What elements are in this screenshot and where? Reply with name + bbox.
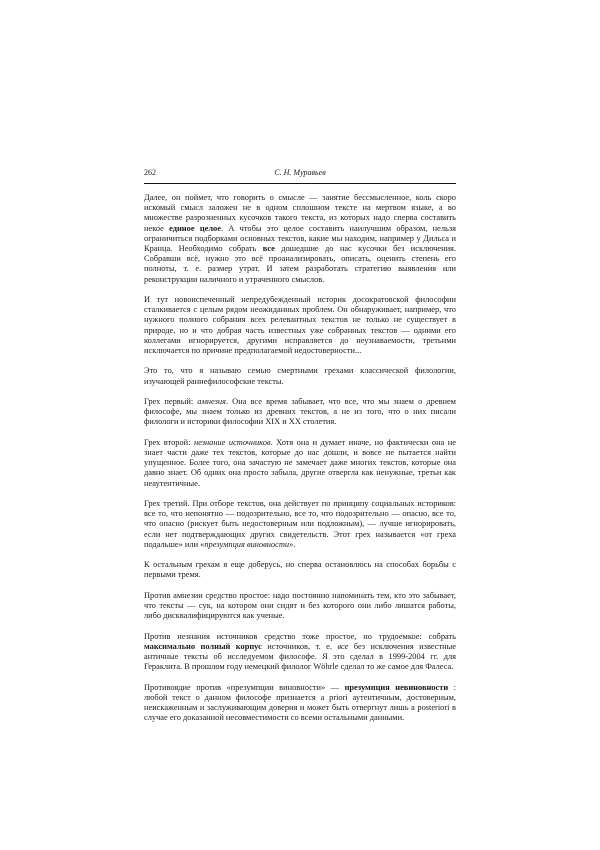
paragraph <box>144 438 456 489</box>
paragraph <box>144 193 456 285</box>
document-page <box>144 166 456 734</box>
paragraph <box>144 499 456 550</box>
paragraph <box>144 632 456 673</box>
italic-emphasis: презумпция виновности <box>204 539 290 549</box>
italic-emphasis: все <box>337 641 349 651</box>
text-run: Грех третий. При отборе текстов, она действует по принципу социальных историков: все то, что непонятно — подозрительно, все то, что подозрительно — опасно, все то, что опасно (рискует быть недостоверным или подложным), — лучше игнорировать, если нет подтверждающих других свидетельств. Этот грех называется «от греха подальше» или « <box>144 499 456 549</box>
paragraph <box>144 560 456 580</box>
text-run: Далее, он поймет, что говорить о смысле — занятие бессмысленное, коль скоро искомый смысл заложен не в одном сплошном тексте на мертвом языке, а во множестве разрозненных кусочков такого текста, из которых надо сперва составить некое <box>144 193 456 233</box>
text-run: дошедшие до нас кусочки без исключения. Собравши всё, нужно это всё проанализировать, описать, оценить степень его полноты, т. е. размер утрат. И затем разработать стратегию выявления или реконструкции наличного и утраченного смыслов. <box>144 244 456 284</box>
paragraph <box>144 366 456 386</box>
text-run: Против амнезии средство простое: надо постоянно напоминать тем, кто это забывает, что тексты — сук, на котором они сидят и без которого они либо лишатся работы, либо дисквалифицируются как ученые. <box>144 590 456 621</box>
italic-emphasis: незнание источников <box>193 437 271 447</box>
running-head <box>144 166 456 180</box>
italic-emphasis: амнезия <box>197 397 226 407</box>
text-run: Против незнания источников средство тоже простое, но трудоемкое: собрать <box>144 631 456 641</box>
body-text <box>144 193 456 723</box>
text-run: . Хотя она и думает иначе, но фактически она не знает части даже тех текстов, которые до нас дошли, и вовсе не пытается найти упущенное. Более того, она зачастую не замечает даже многих текстов, которые она давно знает. Об одних она просто забыла, другие отвергла как ненужные, третьи как неаутентичные. <box>144 437 456 488</box>
paragraph <box>144 683 456 724</box>
text-run: источников, т. е. <box>261 641 338 651</box>
text-run: без исключения известные античные тексты об исследуемом философе. Я это сделал в 1999-2004 гг. для Гераклита. В прошлом году немецкий филолог Wöhrle сделал то же самое для Фалеса. <box>144 641 456 672</box>
page-number: 262 <box>144 168 156 177</box>
running-title: С. Н. Муравьев <box>274 168 326 177</box>
text-run: К остальным грехам я еще доберусь, но сперва остановлюсь на способах борьбы с первыми тремя. <box>144 560 456 580</box>
paragraph <box>144 591 456 622</box>
text-run: Это то, что я называю семью смертными грехами классической филологии, изучающей раннефилософские тексты. <box>144 366 456 386</box>
bold-emphasis: максимально полный корпус <box>144 641 262 651</box>
text-run: : любой текст о данном философе признается a priori аутентичным, достоверным, неискаженным и заслуживающим доверия и может быть отвергнут лишь a posteriori в случае его доказанной несовместимости со всеми остальными данными. <box>144 682 456 723</box>
bold-emphasis: презумпция невиновности <box>344 682 449 692</box>
header-rule <box>144 183 456 184</box>
bold-emphasis: единое целое <box>169 223 221 233</box>
text-run: Грех второй: <box>144 437 194 447</box>
text-run: . Она все время забывает, что все, что мы знаем о древнем философе, мы знаем только из древних текстов, а не из того, что о них писали филологи и историки философии XIX и XX столетия. <box>144 397 456 427</box>
bold-emphasis: все <box>262 244 275 254</box>
text-run: ». <box>289 539 296 549</box>
paragraph <box>144 295 456 356</box>
text-run: И тут новоиспеченный непредубежденный историк досократовской философии сталкивается с целым рядом неожиданных проблем. Он обнаруживает, например, что нужного полного собрания всех релевантных текстов не только не существует в природе, но и что добрая часть известных уже собранных текстов — одними его коллегами игнорируется, другими исправляется до неузнаваемости, третьими исключается по причине предполагаемой недостоверности... <box>144 295 456 356</box>
text-run: . А чтобы это целое составить наилучшим образом, нельзя ограничиться подборками основных текстов, какие мы находим, например у Дильса и Кранца. Необходимо собрать <box>144 223 456 254</box>
text-run: Грех первый: <box>144 397 198 407</box>
text-run: Противоядие против «презумпции виновности» — <box>144 682 345 692</box>
paragraph <box>144 397 456 428</box>
